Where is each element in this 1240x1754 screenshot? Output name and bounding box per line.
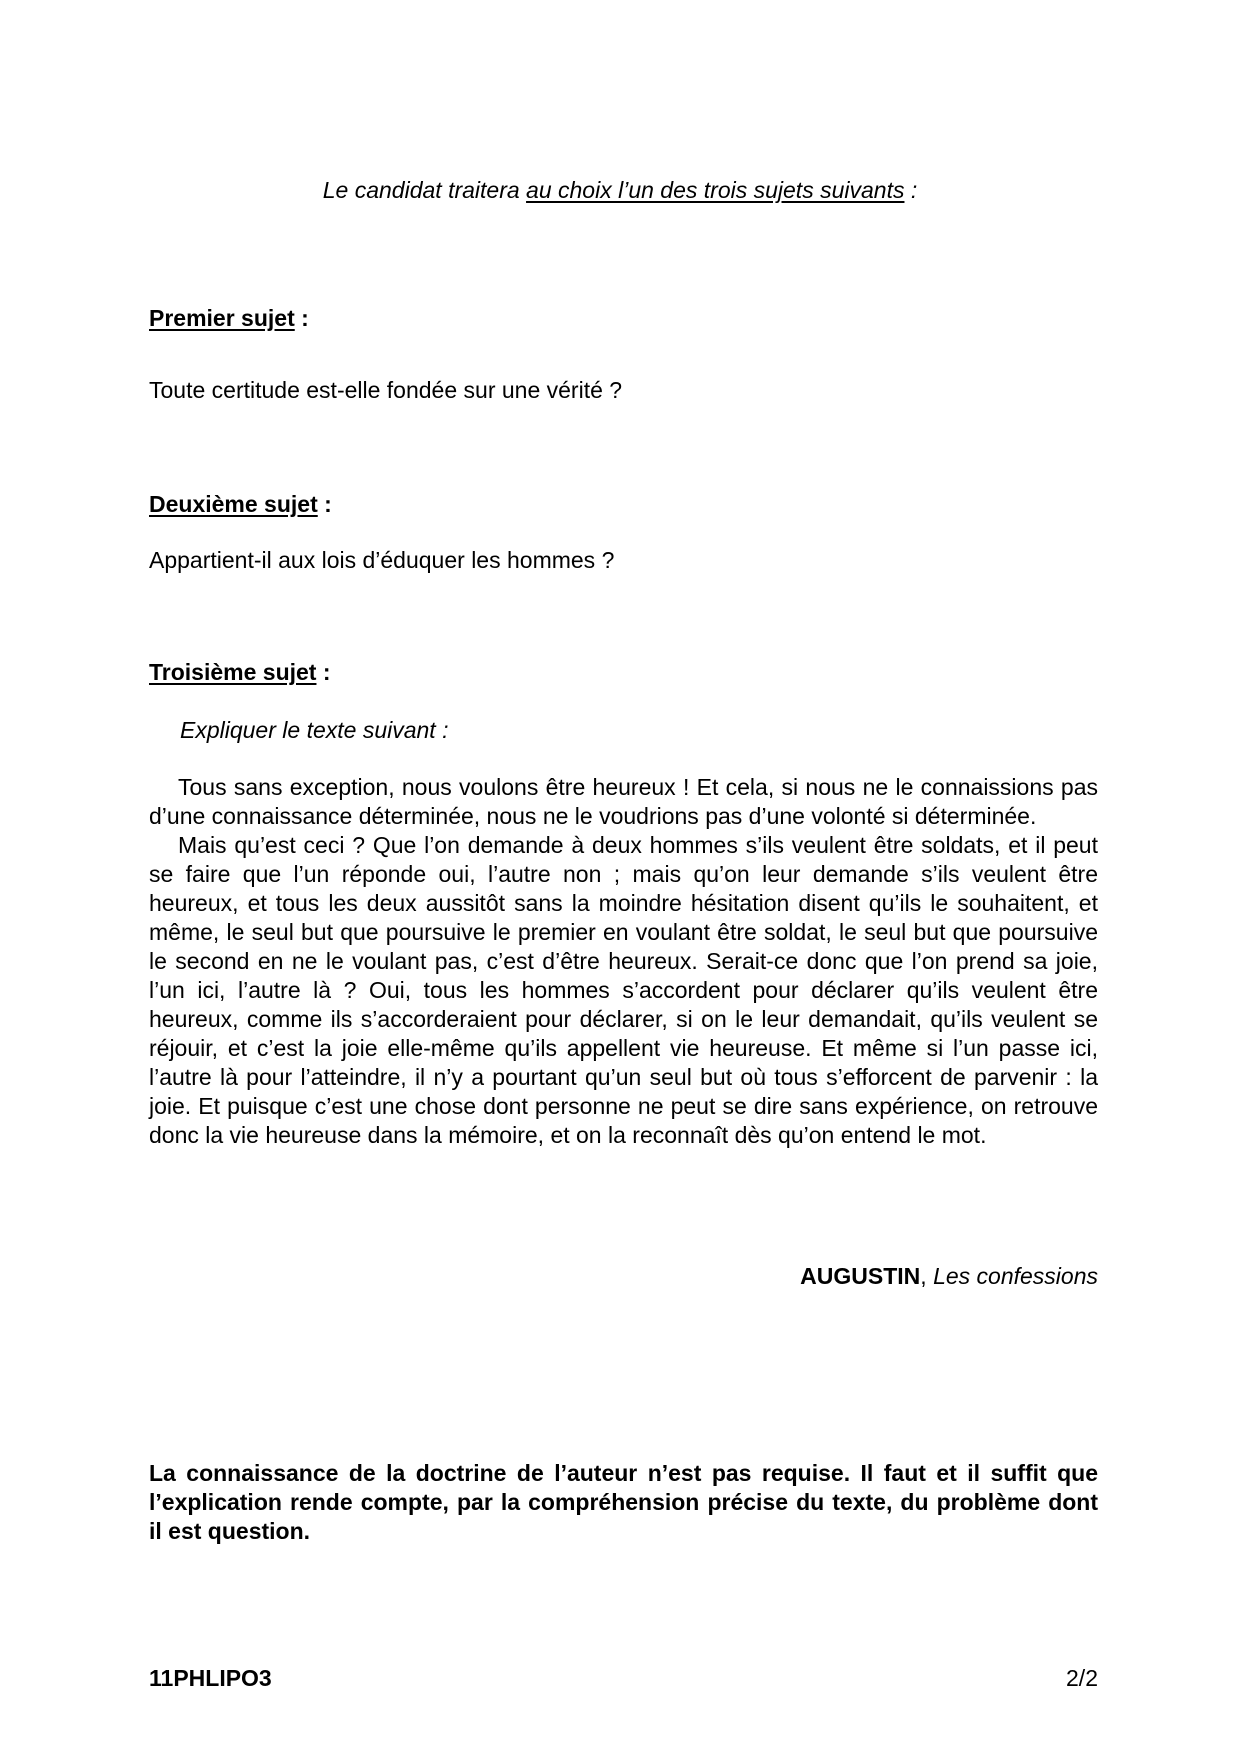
instructions-intro bbox=[0, 176, 1240, 205]
subject-2-heading: Deuxième sujet : bbox=[149, 491, 332, 517]
subject-2-question: Appartient-il aux lois d’éduquer les hommes ? bbox=[149, 547, 615, 573]
citation-work: Les confessions bbox=[933, 1263, 1098, 1289]
passage bbox=[149, 773, 1098, 1150]
citation bbox=[149, 1262, 1098, 1291]
subject-1-heading: Premier sujet : bbox=[149, 305, 309, 331]
passage-paragraph-2: Mais qu’est ceci ? Que l’on demande à deux hommes s’ils veulent être soldats, et il peut se faire que l’un réponde oui, l’autre non ; mais qu’on leur demande s’ils veulent être heureux, et tous les deux aussitôt sans la moindre hésitation disent qu’ils le souhaitent, et même, le seul but que poursuive le premier en voulant être soldat, le seul but que poursuive le second en ne le voulant pas, c’est d’être heureux. Serait-ce donc que l’on prend sa joie, l’un ici, l’autre là ? Oui, tous les hommes s’accordent pour déclarer qu’ils veulent être heureux, comme ils s’accorderaient pour déclarer, si on le leur demandait, qu’ils veulent se réjouir, et c’est la joie elle-même qu’ils appellent vie heureuse. Et même si l’un passe ici, l’autre là pour l’atteindre, il n’y a pourtant qu’un seul but où tous s’efforcent de parvenir : la joie. Et puisque c’est une chose dont personne ne peut se dire sans expérience, on retrouve donc la vie heureuse dans la mémoire, et on la reconnaît dès qu’on entend le mot. bbox=[149, 832, 1098, 1148]
intro-text: Le candidat traitera bbox=[322, 177, 527, 203]
subject-3-heading: Troisième sujet : bbox=[149, 659, 331, 685]
passage-paragraph-1: Tous sans exception, nous voulons être heureux ! Et cela, si nous ne le connaissions pas d’une connaissance déterminée, nous ne le voudrions pas d’une volonté si déterminée. bbox=[149, 774, 1098, 829]
citation-author: AUGUSTIN bbox=[800, 1263, 921, 1289]
requirements-note: La connaissance de la doctrine de l’auteur n’est pas requise. Il faut et il suffit que l’explication rende compte, par la compréhension précise du texte, du problème dont il est question. bbox=[149, 1460, 1098, 1544]
page-number: 2/2 bbox=[1066, 1665, 1098, 1691]
citation-separator: , bbox=[920, 1263, 934, 1289]
intro-underlined: au choix l’un des trois sujets suivants bbox=[526, 177, 905, 203]
intro-colon: : bbox=[904, 177, 918, 203]
subject-1-question: Toute certitude est-elle fondée sur une vérité ? bbox=[149, 377, 623, 403]
exam-code: 11PHLIPO3 bbox=[149, 1665, 272, 1691]
explanation-instruction: Expliquer le texte suivant : bbox=[180, 717, 449, 743]
